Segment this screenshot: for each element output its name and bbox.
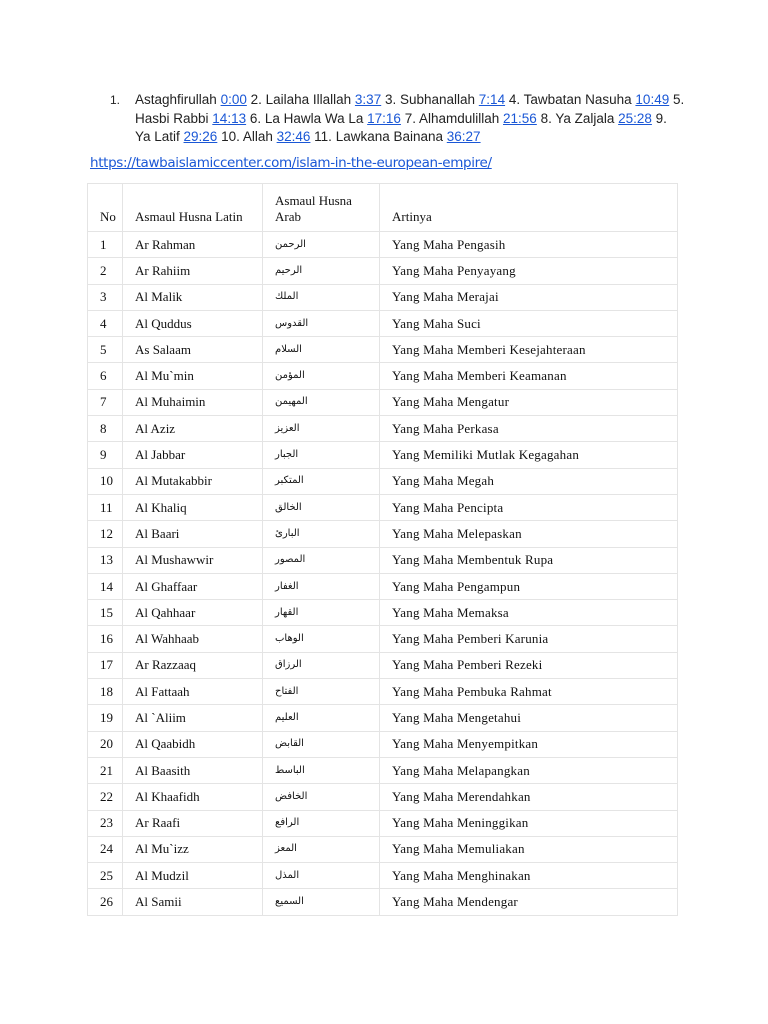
list-label: 3. Subhanallah <box>381 92 479 107</box>
timestamp-link[interactable]: 7:14 <box>478 92 506 107</box>
list-label: 2. Lailaha Illallah <box>246 92 355 107</box>
latin-name: Al Baasith <box>123 757 263 783</box>
source-link[interactable]: https://tawbaislamiccenter.com/islam-in-the-european-empire/ <box>90 155 492 171</box>
table-row <box>88 705 678 731</box>
arabic-name: المعز <box>263 836 380 862</box>
header-artinya: Artinya <box>380 184 678 232</box>
row-number: 2 <box>88 258 123 284</box>
meaning: Yang Maha Menyempitkan <box>380 731 678 757</box>
meaning: Yang Maha Melapangkan <box>380 757 678 783</box>
table-row <box>88 442 678 468</box>
meaning: Yang Maha Memuliakan <box>380 836 678 862</box>
row-number: 17 <box>88 652 123 678</box>
arabic-name: المتكبر <box>263 468 380 494</box>
latin-name: Al Mu`min <box>123 363 263 389</box>
row-number: 7 <box>88 389 123 415</box>
latin-name: Al Aziz <box>123 416 263 442</box>
row-number: 26 <box>88 889 123 915</box>
row-number: 14 <box>88 573 123 599</box>
list-label: 6. La Hawla Wa La <box>246 110 368 126</box>
arabic-name: الخافض <box>263 784 380 810</box>
meaning: Yang Maha Membentuk Rupa <box>380 547 678 573</box>
latin-name: Al Qaabidh <box>123 731 263 757</box>
meaning: Yang Maha Perkasa <box>380 416 678 442</box>
table-row <box>88 416 678 442</box>
arabic-name: العليم <box>263 705 380 731</box>
meaning: Yang Maha Pencipta <box>380 494 678 520</box>
latin-name: Al Quddus <box>123 310 263 336</box>
list-label: 5. Hasbi Rabbi <box>135 92 685 126</box>
table-row <box>88 810 678 836</box>
list-label: 8. Ya Zaljala <box>536 110 619 126</box>
list-label: 10. Allah <box>217 129 277 144</box>
latin-name: Al Khaafidh <box>123 784 263 810</box>
table-row <box>88 258 678 284</box>
arabic-name: الرحمن <box>263 232 380 258</box>
timestamp-link[interactable]: 32:46 <box>276 129 311 144</box>
row-number: 4 <box>88 310 123 336</box>
latin-name: Ar Razzaaq <box>123 652 263 678</box>
track-list-text <box>135 91 685 147</box>
table-row <box>88 836 678 862</box>
arabic-name: الجبار <box>263 442 380 468</box>
meaning: Yang Maha Mengetahui <box>380 705 678 731</box>
meaning: Yang Maha Menghinakan <box>380 863 678 889</box>
meaning: Yang Maha Pengasih <box>380 232 678 258</box>
timestamp-link[interactable]: 10:49 <box>635 92 670 107</box>
arabic-name: العزيز <box>263 416 380 442</box>
latin-name: Al Khaliq <box>123 494 263 520</box>
row-number: 3 <box>88 284 123 310</box>
row-number: 13 <box>88 547 123 573</box>
table-row <box>88 573 678 599</box>
latin-name: Ar Rahman <box>123 232 263 258</box>
asmaul-husna-table <box>87 183 678 916</box>
table-row <box>88 284 678 310</box>
arabic-name: الرزاق <box>263 652 380 678</box>
meaning: Yang Maha Pembuka Rahmat <box>380 679 678 705</box>
latin-name: Al Muhaimin <box>123 389 263 415</box>
list-label: 7. Alhamdulillah <box>400 110 504 126</box>
latin-name: Al Mutakabbir <box>123 468 263 494</box>
row-number: 25 <box>88 863 123 889</box>
arabic-name: الخالق <box>263 494 380 520</box>
row-number: 10 <box>88 468 123 494</box>
latin-name: Al Qahhaar <box>123 600 263 626</box>
row-number: 12 <box>88 521 123 547</box>
meaning: Yang Maha Melepaskan <box>380 521 678 547</box>
numbered-list-item <box>110 91 685 147</box>
latin-name: Al Baari <box>123 521 263 547</box>
latin-name: Al Mu`izz <box>123 836 263 862</box>
table-row <box>88 547 678 573</box>
latin-name: As Salaam <box>123 337 263 363</box>
arabic-name: القابض <box>263 731 380 757</box>
timestamp-link[interactable]: 0:00 <box>220 92 247 107</box>
table-row <box>88 784 678 810</box>
meaning: Yang Maha Memaksa <box>380 600 678 626</box>
arabic-name: القهار <box>263 600 380 626</box>
row-number: 24 <box>88 836 123 862</box>
table-row <box>88 889 678 915</box>
latin-name: Ar Raafi <box>123 810 263 836</box>
meaning: Yang Maha Merendahkan <box>380 784 678 810</box>
latin-name: Al Fattaah <box>123 679 263 705</box>
arabic-name: الوهاب <box>263 626 380 652</box>
latin-name: Al Jabbar <box>123 442 263 468</box>
timestamp-link[interactable]: 17:16 <box>367 110 401 126</box>
arabic-name: الرحيم <box>263 258 380 284</box>
table-row <box>88 310 678 336</box>
arabic-name: البارئ <box>263 521 380 547</box>
table-row <box>88 468 678 494</box>
timestamp-link[interactable]: 36:27 <box>446 129 481 144</box>
meaning: Yang Maha Mendengar <box>380 889 678 915</box>
table-row <box>88 757 678 783</box>
table-row <box>88 600 678 626</box>
latin-name: Al Mudzil <box>123 863 263 889</box>
row-number: 9 <box>88 442 123 468</box>
row-number: 11 <box>88 494 123 520</box>
table-row <box>88 679 678 705</box>
latin-name: Al Mushawwir <box>123 547 263 573</box>
meaning: Yang Maha Merajai <box>380 284 678 310</box>
latin-name: Al `Aliim <box>123 705 263 731</box>
timestamp-link[interactable]: 29:26 <box>183 129 218 144</box>
row-number: 22 <box>88 784 123 810</box>
row-number: 16 <box>88 626 123 652</box>
arabic-name: الفتاح <box>263 679 380 705</box>
latin-name: Ar Rahiim <box>123 258 263 284</box>
arabic-name: المؤمن <box>263 363 380 389</box>
header-arab: Asmaul Husna Arab <box>263 184 380 232</box>
latin-name: Al Ghaffaar <box>123 573 263 599</box>
meaning: Yang Maha Pemberi Karunia <box>380 626 678 652</box>
timestamp-link[interactable]: 21:56 <box>503 110 537 126</box>
arabic-name: الرافع <box>263 810 380 836</box>
latin-name: Al Wahhaab <box>123 626 263 652</box>
table-row <box>88 232 678 258</box>
row-number: 18 <box>88 679 123 705</box>
row-number: 21 <box>88 757 123 783</box>
meaning: Yang Maha Megah <box>380 468 678 494</box>
list-label: Astaghfirullah <box>135 92 221 107</box>
meaning: Yang Maha Meninggikan <box>380 810 678 836</box>
row-number: 23 <box>88 810 123 836</box>
meaning: Yang Maha Memberi Keamanan <box>380 363 678 389</box>
list-label: 11. Lawkana Bainana <box>310 129 447 144</box>
meaning: Yang Memiliki Mutlak Kegagahan <box>380 442 678 468</box>
meaning: Yang Maha Pengampun <box>380 573 678 599</box>
table-row <box>88 863 678 889</box>
row-number: 19 <box>88 705 123 731</box>
arabic-name: المذل <box>263 863 380 889</box>
list-label: 4. Tawbatan Nasuha <box>505 92 636 107</box>
table-row <box>88 389 678 415</box>
timestamp-link[interactable]: 14:13 <box>212 110 247 126</box>
timestamp-link[interactable]: 3:37 <box>354 92 382 107</box>
meaning: Yang Maha Mengatur <box>380 389 678 415</box>
table-row <box>88 494 678 520</box>
row-number: 8 <box>88 416 123 442</box>
meaning: Yang Maha Suci <box>380 310 678 336</box>
table-row <box>88 363 678 389</box>
row-number: 5 <box>88 337 123 363</box>
arabic-name: السلام <box>263 337 380 363</box>
arabic-name: المهيمن <box>263 389 380 415</box>
row-number: 1 <box>88 232 123 258</box>
arabic-name: المصور <box>263 547 380 573</box>
row-number: 6 <box>88 363 123 389</box>
table-row <box>88 521 678 547</box>
meaning: Yang Maha Memberi Kesejahteraan <box>380 337 678 363</box>
row-number: 15 <box>88 600 123 626</box>
row-number: 20 <box>88 731 123 757</box>
list-number: 1. <box>110 93 121 107</box>
table-row <box>88 731 678 757</box>
arabic-name: الغفار <box>263 573 380 599</box>
header-no: No <box>88 184 123 232</box>
arabic-name: السميع <box>263 889 380 915</box>
meaning: Yang Maha Penyayang <box>380 258 678 284</box>
latin-name: Al Malik <box>123 284 263 310</box>
table-row <box>88 626 678 652</box>
list-label: 9. Ya Latif <box>135 110 667 144</box>
meaning: Yang Maha Pemberi Rezeki <box>380 652 678 678</box>
table-header-row <box>88 184 678 232</box>
arabic-name: القدوس <box>263 310 380 336</box>
table-row <box>88 337 678 363</box>
arabic-name: الباسط <box>263 757 380 783</box>
header-latin: Asmaul Husna Latin <box>123 184 263 232</box>
timestamp-link[interactable]: 25:28 <box>618 110 652 126</box>
table-row <box>88 652 678 678</box>
latin-name: Al Samii <box>123 889 263 915</box>
arabic-name: الملك <box>263 284 380 310</box>
